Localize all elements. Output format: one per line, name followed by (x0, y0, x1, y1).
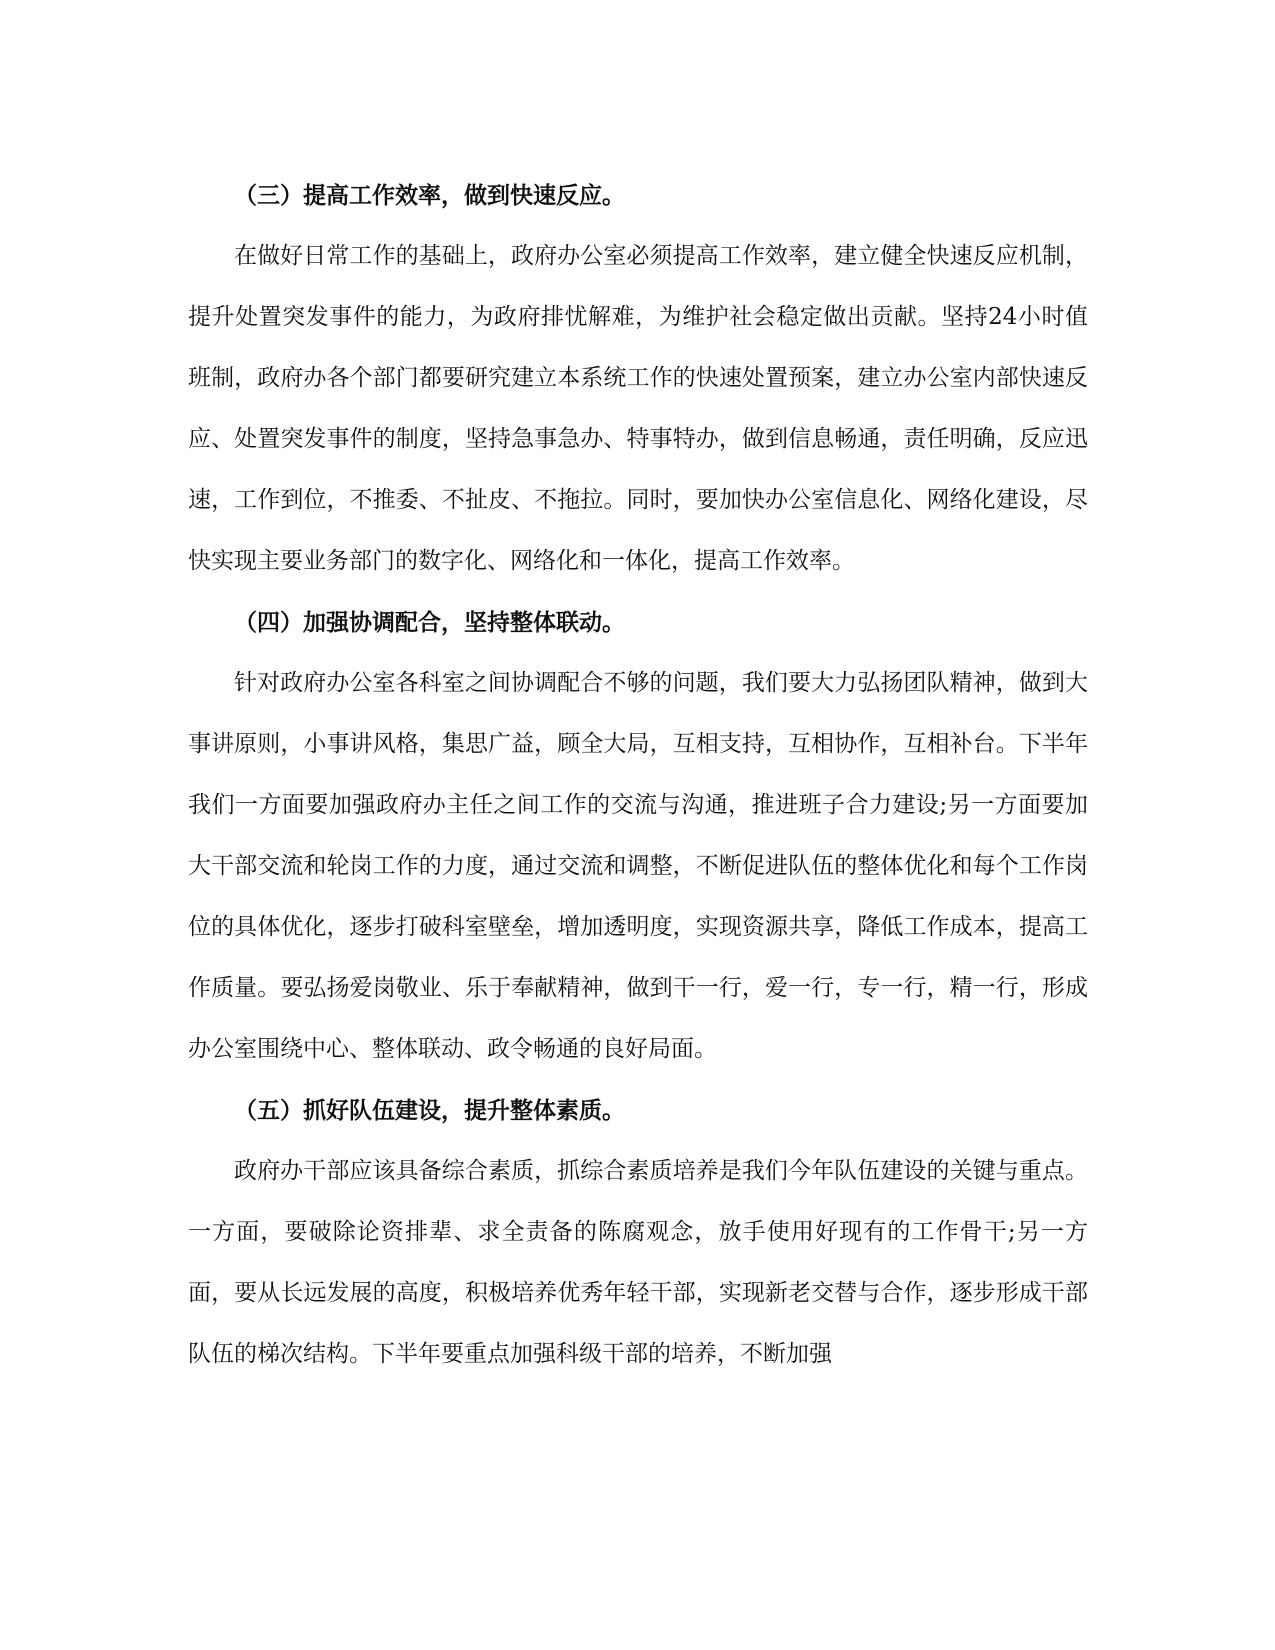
section-heading-3: （三）提高工作效率，做到快速反应。 (234, 182, 625, 209)
document-body (188, 165, 1088, 1385)
section-paragraph-5: 政府办干部应该具备综合素质，抓综合素质培养是我们今年队伍建设的关键与重点。一方面，要破除论资排辈、求全责备的陈腐观念，放手使用好现有的工作骨干;另一方面，要从长远发展的高度，积极培养优秀年轻干部，实现新老交替与合作，逐步形成干部队伍的梯次结构。下半年要重点加强科级干部的培养，不断加强 (188, 1158, 1088, 1367)
section-heading-5: （五）抓好队伍建设，提升整体素质。 (234, 1097, 625, 1124)
section-paragraph-4: 针对政府办公室各科室之间协调配合不够的问题，我们要大力弘扬团队精神，做到大事讲原则，小事讲风格，集思广益，顾全大局，互相支持，互相协作，互相补台。下半年我们一方面要加强政府办主任之间工作的交流与沟通，推进班子合力建设;另一方面要加大干部交流和轮岗工作的力度，通过交流和调整，不断促进队伍的整体优化和每个工作岗位的具体优化，逐步打破科室壁垒，增加透明度，实现资源共享，降低工作成本，提高工作质量。要弘扬爱岗敬业、乐于奉献精神，做到干一行，爱一行，专一行，精一行，形成办公室围绕中心、整体联动、政令畅通的良好局面。 (188, 670, 1088, 1062)
section-heading-4: （四）加强协调配合，坚持整体联动。 (234, 609, 625, 636)
section-paragraph-3: 在做好日常工作的基础上，政府办公室必须提高工作效率，建立健全快速反应机制，提升处置突发事件的能力，为政府排忧解难，为维护社会稳定做出贡献。坚持24小时值班制，政府办各个部门都要研究建立本系统工作的快速处置预案，建立办公室内部快速反应、处置突发事件的制度，坚持急事急办、特事特办，做到信息畅通，责任明确，反应迅速，工作到位，不推委、不扯皮、不拖拉。同时，要加快办公室信息化、网络化建设，尽快实现主要业务部门的数字化、网络化和一体化，提高工作效率。 (188, 243, 1088, 574)
